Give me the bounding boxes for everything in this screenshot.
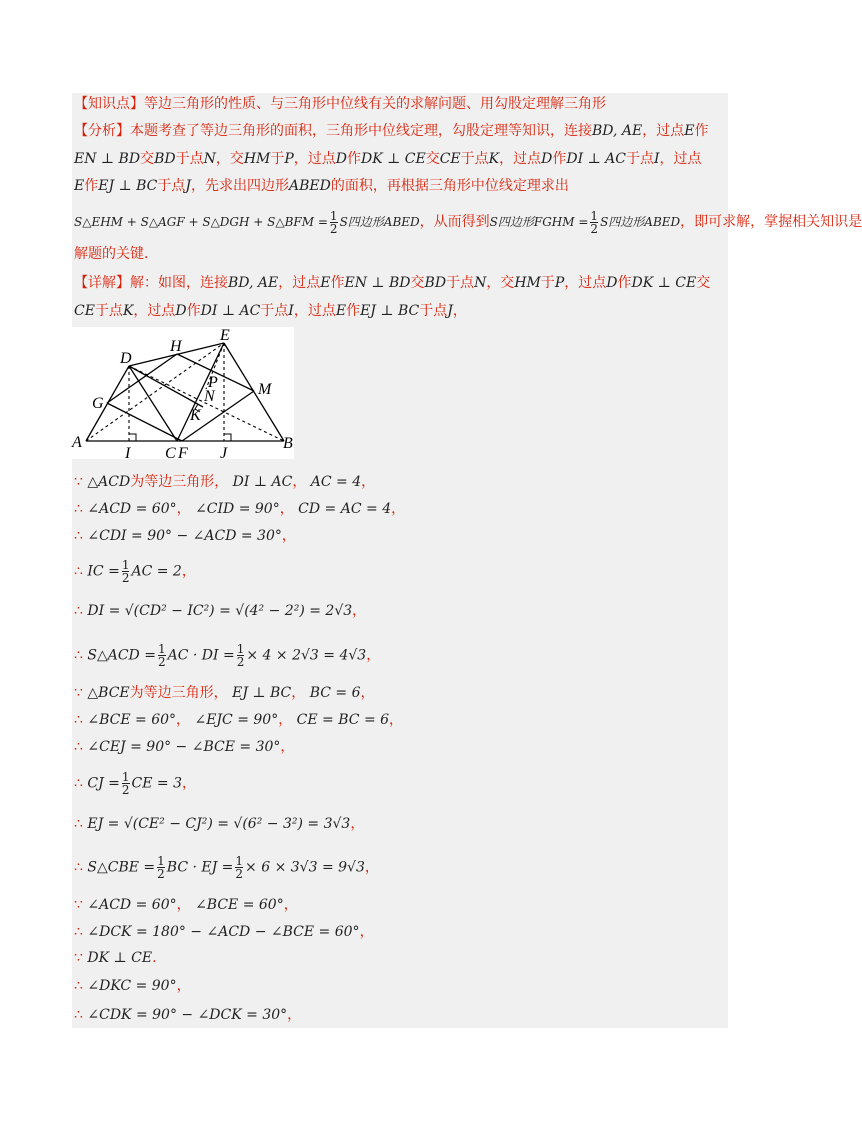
label-C: C — [165, 445, 176, 462]
fraction-numerator: 1 — [235, 854, 244, 868]
step-4 — [74, 559, 196, 584]
detail-text: 于点 — [419, 303, 448, 319]
step-math: IC = — [87, 563, 120, 580]
analysis-math: S四边形ABED — [600, 215, 681, 229]
step-math: ∠CDK = 90° − ∠DCK = 30° — [87, 1007, 288, 1023]
analysis-text: 于点 — [175, 151, 204, 167]
geometry-diagram — [72, 327, 294, 462]
fraction-denominator: 2 — [157, 655, 166, 669]
fraction-denominator: 2 — [121, 571, 130, 585]
detail-math: CE — [74, 303, 95, 319]
step-6 — [74, 643, 380, 668]
step-math: CE = 3 — [131, 775, 183, 792]
analysis-text: ，过点 — [659, 151, 702, 167]
step-text: ， — [280, 739, 295, 755]
because-symbol: ∵ — [74, 474, 83, 490]
therefore-symbol: ∴ — [74, 739, 83, 755]
detail-text: 作 — [186, 303, 201, 319]
analysis-text: ，过点 — [499, 151, 542, 167]
analysis-math: D — [335, 151, 348, 167]
analysis-text: 交 — [140, 151, 155, 167]
step-text: ， — [182, 775, 197, 792]
analysis-text: 作 — [347, 151, 362, 167]
detail-text: 于点 — [94, 303, 123, 319]
step-math: CJ = — [87, 775, 120, 792]
fraction-numerator: 1 — [157, 642, 166, 656]
step-text: 为等边三角形， — [129, 685, 228, 701]
step-text: ， — [361, 474, 376, 490]
step-text: ， — [176, 501, 191, 517]
step-text: ， — [391, 501, 406, 517]
analysis-math: J — [185, 178, 192, 194]
analysis-text: ，交 — [215, 151, 244, 167]
step-math: ∠DKC = 90° — [87, 978, 177, 994]
label-N: N — [204, 388, 215, 405]
step-math: EJ = √(CE² − CJ²) = √(6² − 3²) = 3√3 — [87, 816, 351, 832]
step-math: CE = BC = 6 — [296, 712, 390, 728]
therefore-symbol: ∴ — [74, 501, 83, 517]
therefore-symbol: ∴ — [74, 603, 83, 619]
fraction — [122, 771, 130, 796]
fraction — [237, 643, 245, 668]
therefore-symbol: ∴ — [74, 528, 83, 544]
analysis-math: CE — [439, 151, 461, 167]
geometry-figure — [72, 327, 294, 462]
fraction-numerator: 1 — [590, 209, 599, 223]
step-text: ， — [360, 685, 375, 701]
step-math: BC = 6 — [309, 685, 361, 701]
therefore-symbol: ∴ — [74, 924, 83, 940]
detail-text: ，过点 — [133, 303, 176, 319]
step-math: EJ ⊥ BC — [232, 685, 292, 701]
therefore-symbol: ∴ — [74, 978, 83, 994]
analysis-text: 交 — [425, 151, 440, 167]
step-math: AC = 2 — [131, 563, 182, 580]
analysis-text: 本题考查了等边三角形的面积，三角形中位线定理，勾股定理等知识，连接 — [130, 123, 592, 139]
detail-text: 作 — [346, 303, 361, 319]
therefore-symbol: ∴ — [74, 712, 83, 728]
detail-math: E — [320, 275, 331, 291]
step-text: 为等边三角形， — [130, 474, 229, 490]
step-math: ∠CEJ = 90° − ∠BCE = 30° — [87, 739, 281, 755]
step-text: ， — [389, 712, 404, 728]
step-math: CD = AC = 4 — [298, 501, 392, 517]
step-math: S△ACD = — [87, 647, 156, 664]
step-text: ， — [176, 897, 191, 913]
step-math: DK ⊥ CE — [87, 950, 153, 966]
detail-text: 于点 — [260, 303, 289, 319]
fraction — [590, 210, 598, 235]
analysis-text: ，过点 — [293, 151, 336, 167]
detail-math: I — [288, 303, 294, 319]
detail-text: 于点 — [446, 275, 475, 291]
step-math: BCE — [98, 685, 130, 701]
therefore-symbol: ∴ — [74, 775, 83, 792]
because-symbol: ∵ — [74, 685, 83, 701]
analysis-line-3 — [74, 176, 569, 196]
analysis-line-1 — [74, 121, 708, 141]
fraction — [330, 210, 338, 235]
analysis-line-5 — [74, 244, 158, 264]
analysis-math: BD — [154, 151, 176, 167]
fraction-numerator: 1 — [157, 854, 165, 868]
detail-math: J — [447, 303, 453, 319]
step-14 — [74, 922, 374, 942]
segment-FG — [107, 403, 182, 441]
step-math: ∠CDI = 90° − ∠ACD = 30° — [87, 528, 282, 544]
fraction-denominator: 2 — [235, 867, 244, 881]
analysis-text: 作 — [552, 151, 567, 167]
label-B: B — [283, 435, 293, 452]
fraction — [158, 643, 166, 668]
analysis-math: D — [541, 151, 553, 167]
detail-text: ，过点 — [293, 303, 336, 319]
step-10 — [74, 771, 196, 796]
because-symbol: ∵ — [74, 950, 83, 966]
detail-math: K — [122, 303, 134, 319]
step-text: ， — [281, 528, 296, 544]
detail-math: BD — [424, 275, 447, 291]
analysis-math: K — [488, 151, 500, 167]
detail-math: D — [175, 303, 187, 319]
label-D: D — [120, 350, 132, 367]
step-13 — [74, 895, 298, 915]
fraction-numerator: 1 — [236, 642, 245, 656]
step-math: ∠ACD = 60° — [87, 501, 177, 517]
step-text: ， — [278, 712, 293, 728]
analysis-text: ，即可求解，掌握相关知识是 — [680, 214, 862, 230]
analysis-text: 于 — [270, 151, 285, 167]
analysis-text: ，从而得到 — [419, 214, 490, 230]
analysis-math: DI ⊥ AC — [566, 151, 627, 167]
step-9 — [74, 737, 294, 757]
detail-math: BD, AE — [228, 275, 279, 291]
knowledge-text: 等边三角形的性质、与三角形中位线有关的求解问题、用勾股定理解三角形 — [144, 96, 606, 112]
detail-math: EN ⊥ BD — [344, 275, 411, 291]
step-text: ， — [279, 501, 294, 517]
step-text: ， — [359, 924, 374, 940]
because-symbol: ∵ — [74, 897, 83, 913]
step-11 — [74, 814, 364, 834]
detail-line-1 — [74, 273, 710, 293]
fraction-numerator: 1 — [121, 770, 130, 784]
fraction-denominator: 2 — [236, 655, 245, 669]
step-2 — [74, 499, 405, 519]
step-17 — [74, 1005, 301, 1025]
knowledge-line — [74, 94, 606, 114]
therefore-symbol: ∴ — [74, 563, 83, 580]
step-8 — [74, 710, 403, 730]
step-text: ， — [287, 1007, 302, 1023]
step-math: DI = √(CD² − IC²) = √(4² − 2²) = 2√3 — [87, 603, 353, 619]
step-text: ， — [181, 563, 196, 580]
step-math: × 4 × 2√3 = 4√3 — [246, 647, 367, 664]
label-E: E — [220, 327, 230, 344]
step-16 — [74, 976, 191, 996]
step-math: AC = 4 — [310, 474, 362, 490]
detail-text: ，过点 — [564, 275, 607, 291]
detail-text: ，交 — [486, 275, 515, 291]
analysis-math: E — [684, 123, 695, 139]
step-math: BC · EJ = — [166, 859, 234, 876]
analysis-math: EJ ⊥ BC — [98, 178, 158, 194]
fraction — [157, 855, 165, 880]
analysis-math: DK ⊥ CE — [361, 151, 426, 167]
analysis-line-2 — [74, 149, 702, 169]
analysis-line-4 — [74, 210, 862, 235]
detail-math: N — [474, 275, 487, 291]
segment-DK — [129, 366, 203, 407]
fraction — [122, 559, 130, 584]
right-angle-J — [224, 434, 231, 441]
label-I: I — [125, 445, 131, 462]
analysis-tag: 【分析】 — [74, 123, 130, 139]
detail-math: EJ ⊥ BC — [360, 303, 420, 319]
analysis-math: N — [203, 151, 216, 167]
detail-math: DK ⊥ CE — [631, 275, 697, 291]
detail-text: ， — [452, 303, 467, 319]
step-5 — [74, 601, 366, 621]
therefore-symbol: ∴ — [74, 647, 83, 664]
detail-text: 解：如图，连接 — [130, 275, 228, 291]
therefore-symbol: ∴ — [74, 859, 83, 876]
detail-math: D — [606, 275, 618, 291]
detail-text: 交 — [410, 275, 425, 291]
detail-text: 作 — [330, 275, 345, 291]
detail-text: 交 — [696, 275, 711, 291]
analysis-text: 作 — [694, 123, 709, 139]
step-math: ∠EJC = 90° — [194, 712, 279, 728]
step-text: ， — [176, 712, 191, 728]
segment-GH — [107, 354, 177, 403]
step-math: △ — [87, 474, 99, 490]
label-P: P — [208, 374, 218, 391]
step-text: ， — [350, 816, 365, 832]
fraction-denominator: 2 — [157, 867, 165, 881]
step-text: ， — [176, 978, 191, 994]
label-M: M — [258, 381, 272, 398]
analysis-text: ，先求出四边形 — [191, 178, 290, 194]
analysis-math: E — [74, 178, 85, 194]
step-math: △ — [87, 685, 99, 701]
analysis-math: S△EHM + S△AGF + S△DGH + S△BFM = — [74, 215, 328, 229]
analysis-math: S四边形FGHM = — [489, 215, 589, 229]
fraction-numerator: 1 — [121, 558, 130, 572]
step-15 — [74, 948, 157, 968]
label-J: J — [220, 445, 228, 462]
step-math: ∠CID = 90° — [195, 501, 280, 517]
step-math: ∠BCE = 60° — [87, 712, 177, 728]
analysis-text: 于点 — [626, 151, 655, 167]
analysis-math: EN ⊥ BD — [74, 151, 141, 167]
therefore-symbol: ∴ — [74, 1007, 83, 1023]
label-F: F — [178, 445, 188, 462]
step-text: ， — [292, 474, 307, 490]
detail-text: 作 — [617, 275, 632, 291]
analysis-math: ABED — [289, 178, 331, 194]
label-A: A — [72, 434, 82, 451]
step-text: . — [152, 950, 157, 966]
step-text: ， — [291, 685, 306, 701]
detail-math: HM — [514, 275, 541, 291]
label-K: K — [190, 407, 201, 424]
step-math: ∠BCE = 60° — [195, 897, 284, 913]
analysis-text: ，过点 — [642, 123, 685, 139]
analysis-text: 解题的关键． — [74, 246, 158, 262]
step-math: S△CBE = — [87, 859, 156, 876]
step-text: ， — [352, 603, 367, 619]
label-G: G — [92, 395, 104, 412]
step-math: ∠DCK = 180° − ∠ACD − ∠BCE = 60° — [87, 924, 360, 940]
step-text: ， — [364, 859, 379, 876]
right-angle-I — [129, 434, 136, 441]
step-1 — [74, 472, 375, 492]
step-text: ， — [366, 647, 381, 664]
step-7 — [74, 683, 375, 703]
step-text: ， — [283, 897, 298, 913]
detail-text: 于 — [540, 275, 555, 291]
detail-text: ，过点 — [278, 275, 321, 291]
detail-math: P — [554, 275, 565, 291]
fraction-denominator: 2 — [590, 222, 599, 236]
detail-math: E — [335, 303, 347, 319]
analysis-math: P — [284, 151, 294, 167]
step-math: AC · DI = — [167, 647, 235, 664]
analysis-text: 于点 — [157, 178, 186, 194]
analysis-text: 的面积，再根据三角形中位线定理求出 — [330, 178, 569, 194]
fraction — [235, 855, 243, 880]
step-3 — [74, 526, 296, 546]
analysis-math: I — [654, 151, 660, 167]
step-math: × 6 × 3√3 = 9√3 — [245, 859, 365, 876]
knowledge-tag: 【知识点】 — [74, 96, 144, 112]
therefore-symbol: ∴ — [74, 816, 83, 832]
step-math: ACD — [98, 474, 131, 490]
fraction-denominator: 2 — [121, 783, 130, 797]
step-math: ∠ACD = 60° — [87, 897, 177, 913]
detail-tag: 【详解】 — [74, 275, 130, 291]
analysis-math: BD, AE — [592, 123, 643, 139]
detail-math: DI ⊥ AC — [200, 303, 261, 319]
fraction-denominator: 2 — [329, 222, 338, 236]
detail-line-2 — [74, 301, 467, 321]
analysis-text: 作 — [84, 178, 99, 194]
analysis-math: S四边形ABED — [339, 215, 420, 229]
step-12 — [74, 855, 379, 880]
step-math: DI ⊥ AC — [232, 474, 293, 490]
analysis-math: HM — [243, 151, 271, 167]
fraction-numerator: 1 — [329, 209, 338, 223]
analysis-text: 于点 — [460, 151, 489, 167]
label-H: H — [170, 338, 182, 355]
